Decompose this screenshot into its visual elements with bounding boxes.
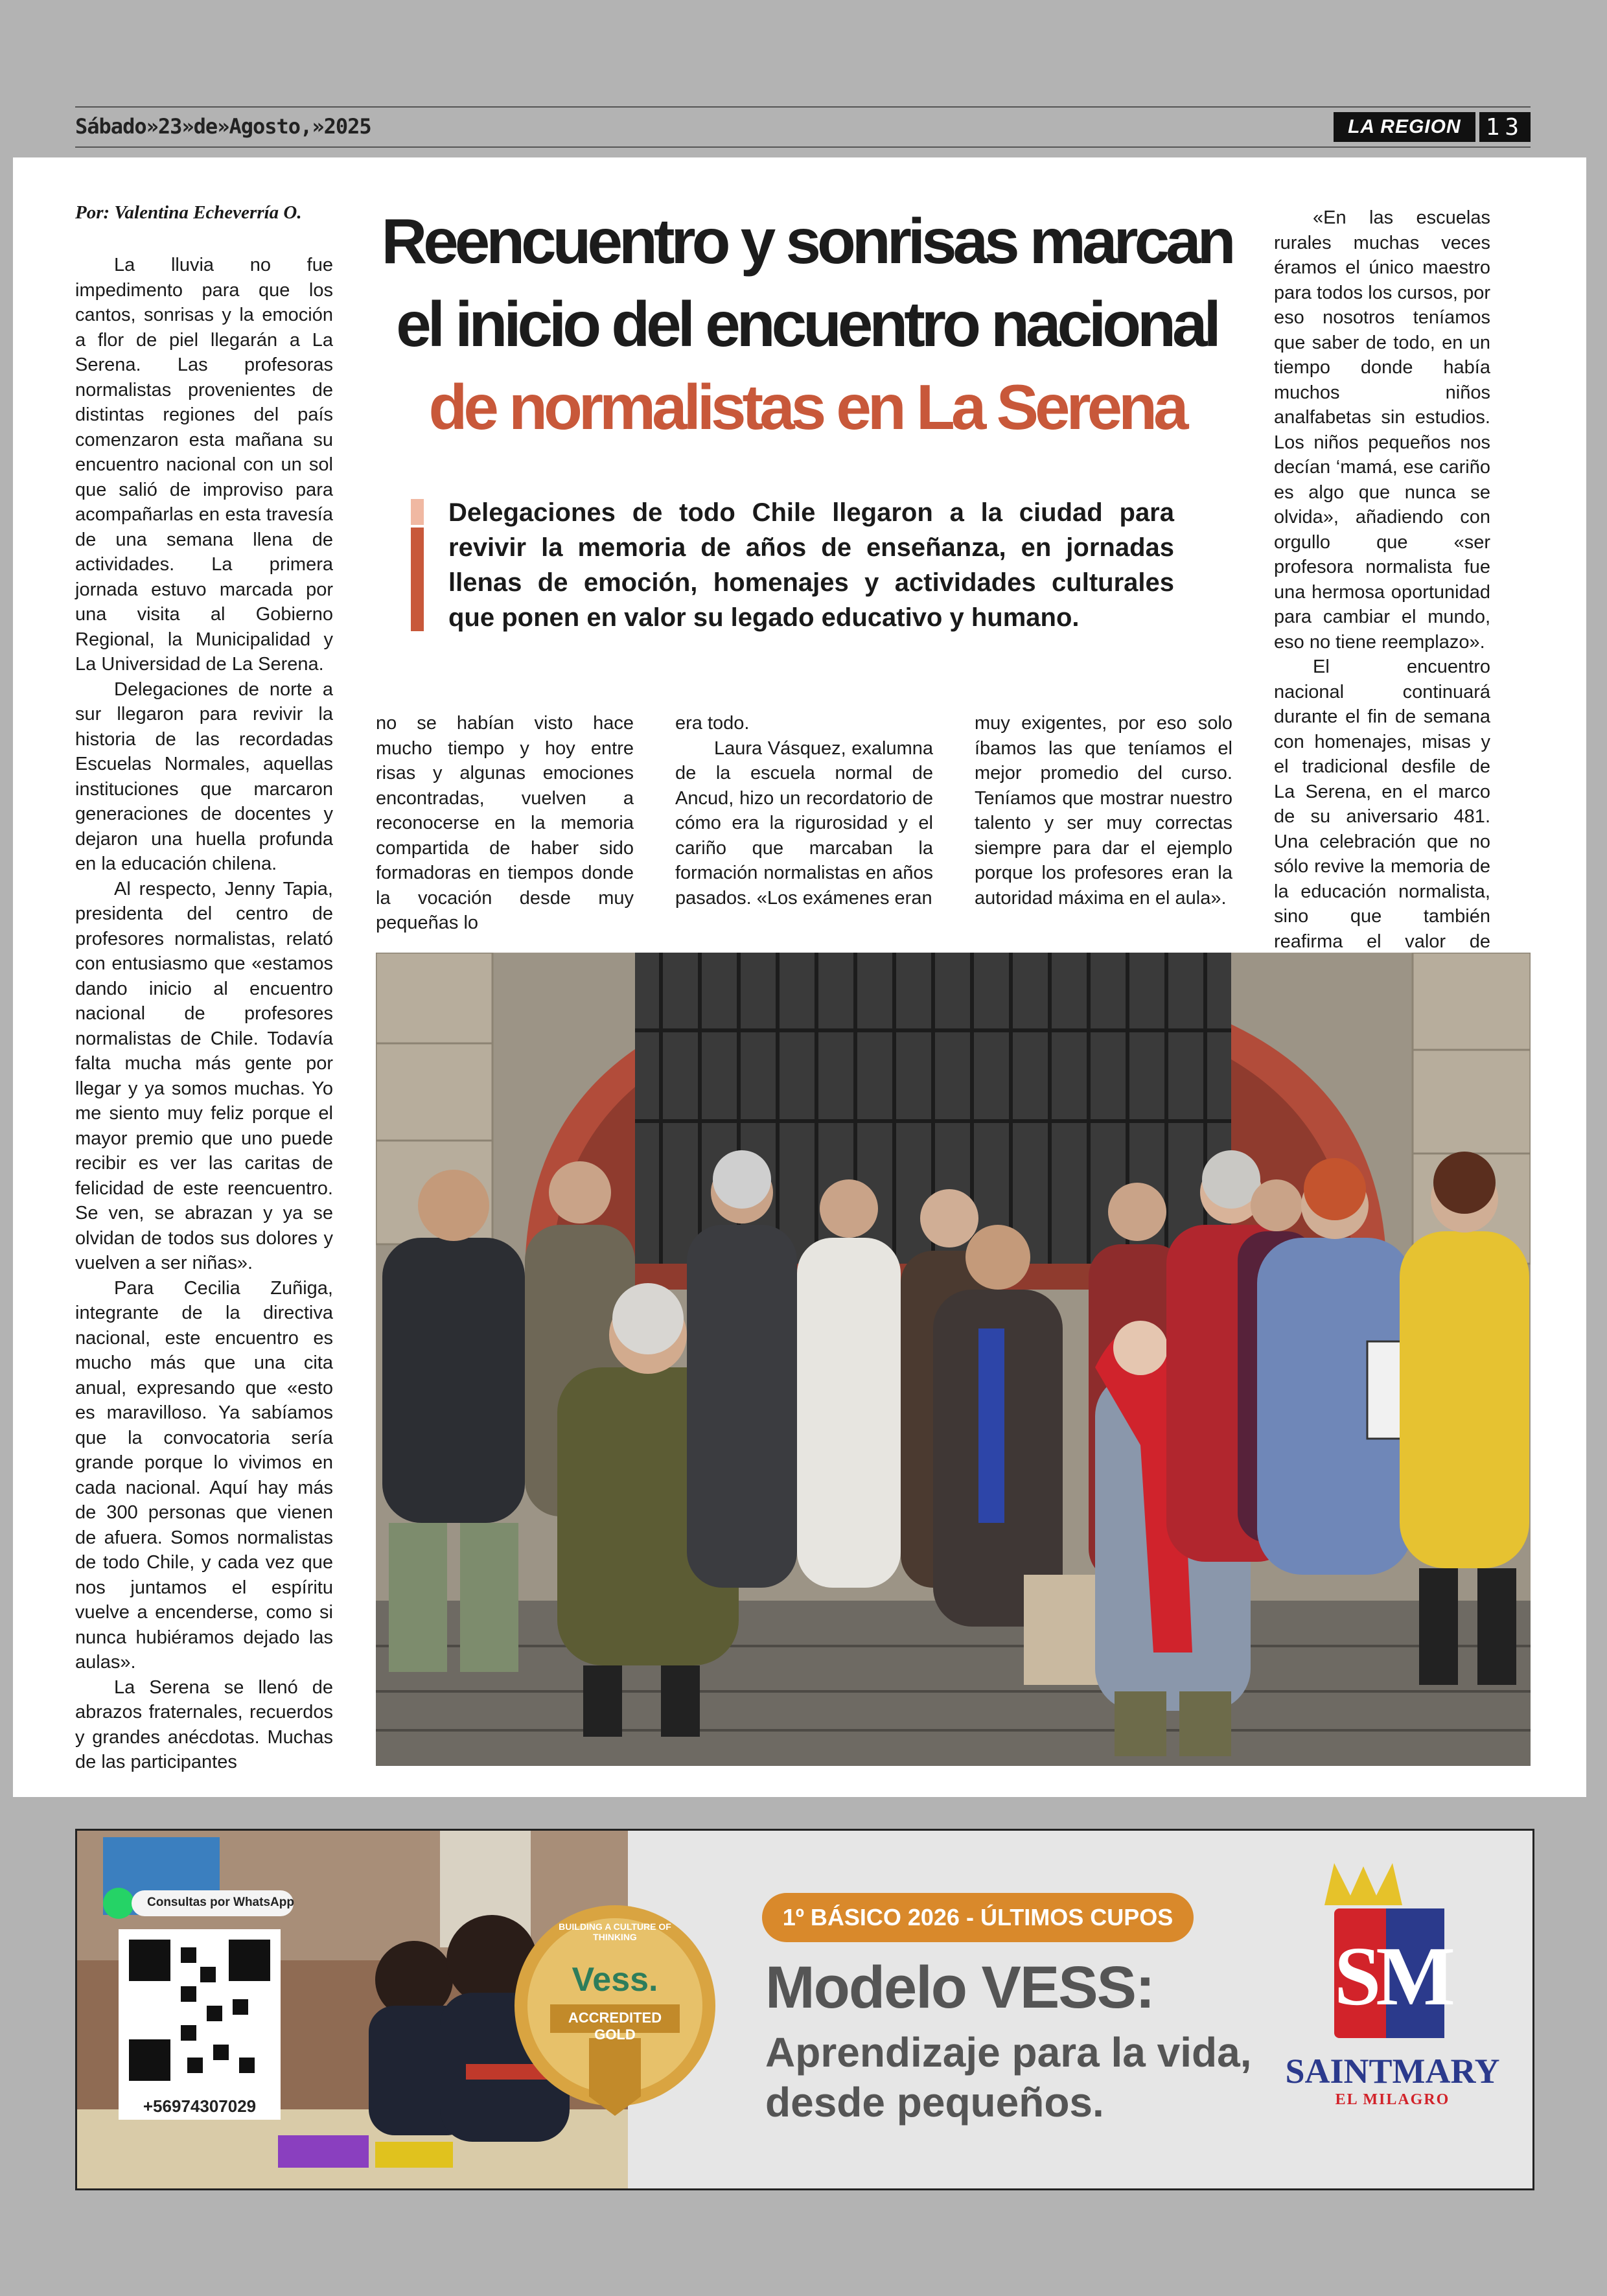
whatsapp-label: Consultas por WhatsApp bbox=[147, 1896, 294, 1909]
text-column-2 bbox=[376, 711, 634, 936]
issue-date: Sábado»23»de»Agosto,»2025 bbox=[75, 114, 371, 139]
badge-brand: Vess. bbox=[572, 1961, 658, 1999]
ad-subline-2: desde pequeños. bbox=[765, 2079, 1104, 2126]
text-column-5 bbox=[1274, 205, 1490, 1054]
phone-number: +56974307029 bbox=[143, 2096, 257, 2116]
paragraph: La Serena se llenó de abrazos fraternales, recuerdos y grandes anécdotas. Muchas de las participantes bbox=[75, 1676, 333, 1772]
paragraph: Para Cecilia Zuñiga, integrante de la directiva nacional, este encuentro es mucho más que una cita anual, expresando que «esto es maravilloso. Ya sabíamos que la convocatoria sería grande porque lo vivimos en cada nacional. Aquí hay más de 300 personas que vienen de afuera. Somos normalistas de todo Chile, y cada vez que nos juntamos el espíritu vuelve a encenderse, como si nunca hubiéramos dejado las aulas». bbox=[75, 1277, 333, 1673]
author-byline: Por: Valentina Echeverría O. bbox=[75, 202, 302, 223]
brand-name: SAINTMARY bbox=[1285, 2052, 1500, 2091]
text-column-3 bbox=[675, 711, 933, 910]
headline-line-2: el inicio del encuentro nacional bbox=[396, 288, 1218, 360]
paragraph: Laura Vásquez, exalumna de la escuela normal de Ancud, hizo un recordatorio de cómo era la rigurosidad y el cariño que marcaban la formación normalistas en años pasados. «Los exámenes eran bbox=[675, 737, 933, 909]
text-column-1 bbox=[75, 253, 333, 1775]
page-number: 13 bbox=[1479, 112, 1531, 142]
paragraph: muy exigentes, por eso solo íbamos las que teníamos el mejor promedio del curso. Teníamos que mostrar nuestro talento y ser muy correctas siempre para dar el ejemplo porque los profesores eran la autoridad máxima en el aula». bbox=[975, 713, 1232, 909]
ad-subline-1: Aprendizaje para la vida, bbox=[765, 2029, 1252, 2076]
header-bottom-rule bbox=[75, 146, 1531, 148]
headline-line-3: de normalistas en La Serena bbox=[428, 371, 1185, 443]
ad-headline: Modelo VESS: bbox=[765, 1954, 1154, 2021]
paragraph: «En las escuelas rurales muchas veces éramos el único maestro para todos los cursos, por eso nosotros teníamos que saber de todo, en un tiempo donde había muchos niños analfabetas sin estudios. Los niños pequeños nos decían ‘mamá, ese cariño es algo que nunca se olvida», añadiendo con orgullo que «ser profesora normalista fue una hermosa oportunidad para cambiar el mundo, eso no tiene reemplazo». bbox=[1274, 207, 1490, 653]
paragraph: no se habían visto hace mucho tiempo y hoy entre risas y algunas emociones encontradas, vuelven a reconocerse en la memoria compartida de haber sido formadoras en tiempos donde la vocación desde muy pequeñas lo bbox=[376, 713, 634, 933]
masthead-right bbox=[1334, 112, 1531, 142]
article-dek: Delegaciones de todo Chile llegaron a la ciudad para revivir la memoria de años de enseñanza, en jornadas llenas de emoción, homenajes y actividades culturales que ponen en valor su legado educativo y humano. bbox=[448, 498, 1174, 632]
dek-accent-light bbox=[411, 499, 424, 525]
paragraph: La lluvia no fue impedimento para que los cantos, sonrisas y la emoción a flor de piel llegarán a La Serena. Las profesoras normalistas provenientes de distintas regiones del país comenzaron esta mañana su encuentro nacional con un sol que salió de improviso para acompañarlas en esta travesía de una semana llena de actividades. La primera jornada estuvo marcada por una visita al Gobierno Regional, la Municipalidad y La Universidad de La Serena. bbox=[75, 255, 333, 675]
paragraph: era todo. bbox=[675, 713, 750, 734]
advertisement bbox=[75, 1829, 1534, 2190]
newspaper-name: LA REGION bbox=[1334, 112, 1475, 142]
paragraph: Delegaciones de norte a sur llegaron para revivir la historia de las recordadas Escuelas Normales, aquellas instituciones que marcaron generaciones de docentes y dejaron una huella profunda en la educación chilena. bbox=[75, 678, 333, 874]
paragraph: Al respecto, Jenny Tapia, presidenta del centro de profesores normalistas, relató con entusiasmo que «estamos dando inicio al encuentro nacional de profesores normalistas de Chile. Todavía falta mucha más gente por llegar y ya somos muchas. Yo me siento muy feliz porque el mayor premio que uno puede recibir es ver las caritas de felicidad de este reencuentro. Se ven, se abrazan y ya se olvidan de todos sus dolores y vuelven a ser niñas». bbox=[75, 878, 333, 1273]
headline-line-1: Reencuentro y sonrisas marcan bbox=[381, 205, 1232, 277]
logo-letters: SM bbox=[1334, 1930, 1450, 2023]
crown-icon bbox=[1324, 1863, 1402, 1905]
text-column-4 bbox=[975, 711, 1232, 910]
whatsapp-icon bbox=[103, 1888, 134, 1919]
headline bbox=[369, 200, 1244, 448]
badge-arc-text: BUILDING A CULTURE OF THINKING bbox=[559, 1921, 671, 1942]
header-top-rule bbox=[75, 106, 1531, 108]
dek-accent-bar bbox=[411, 528, 424, 631]
paragraph: El encuentro nacional continuará durante el fin de semana con homenajes, misas y el tradicional desfile de La Serena, en el marco de su aniversario 481. Una celebración que no sólo revive la memoria de la educación normalista, sino que también reafirma el valor de bbox=[1274, 656, 1490, 952]
badge-ribbon: ACCREDITED GOLD bbox=[568, 2010, 662, 2043]
brand-subtitle: EL MILAGRO bbox=[1335, 2091, 1450, 2108]
promo-pill: 1º BÁSICO 2026 - ÚLTIMOS CUPOS bbox=[782, 1904, 1173, 1931]
group-photo bbox=[376, 953, 1531, 1766]
